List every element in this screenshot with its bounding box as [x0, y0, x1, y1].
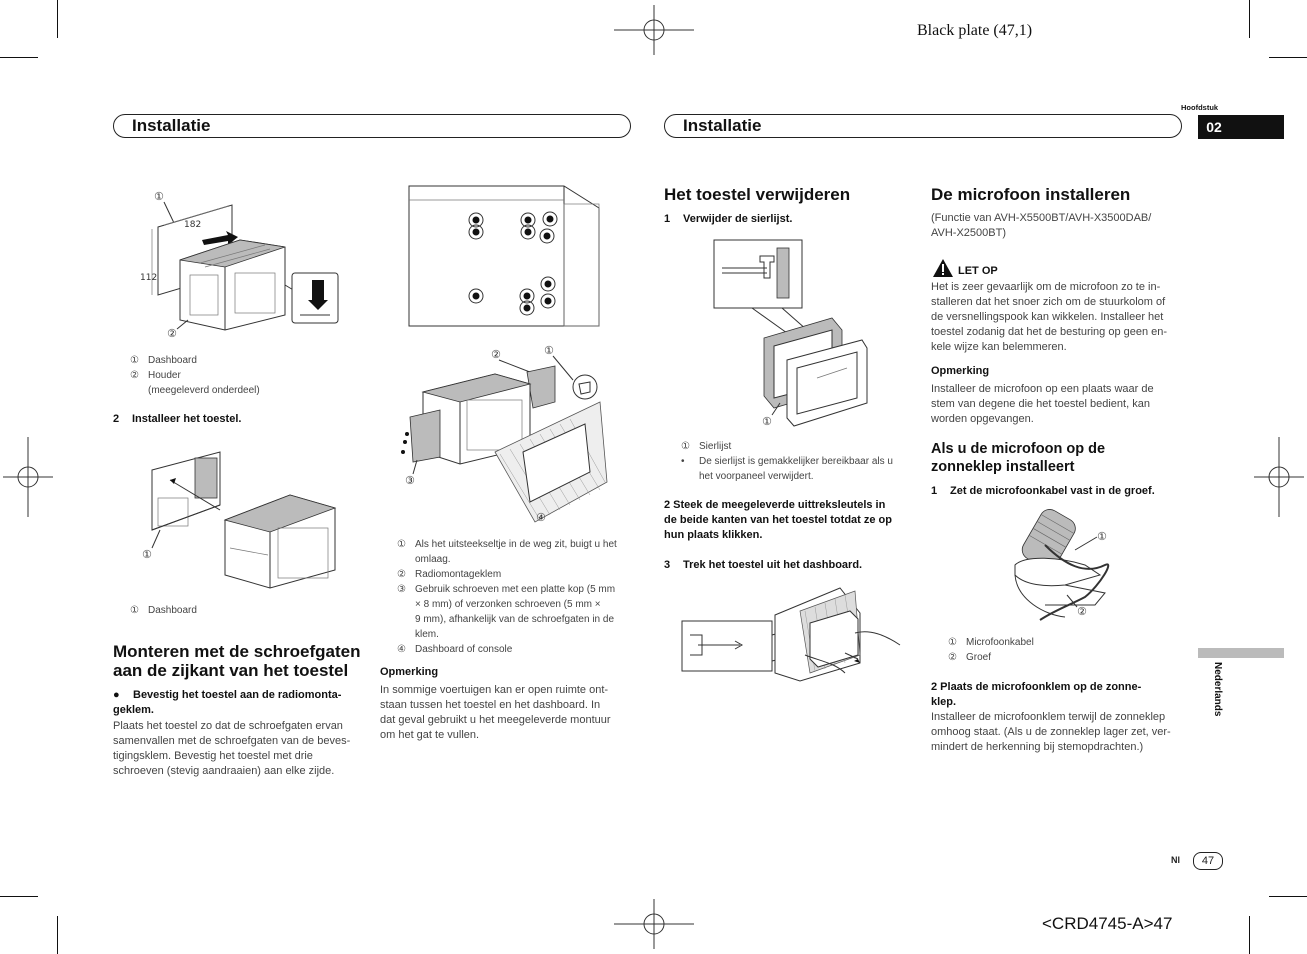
figure-side-screws [395, 342, 615, 527]
fig1-num-top: ① [154, 190, 164, 203]
warning-icon [932, 258, 954, 278]
figure-pull-unit [680, 583, 905, 683]
step-fasten-cable: 1 Zet de microfoonkabel vast in de groef. [931, 485, 1155, 497]
fig4-caption-4: ③ Gebruik schroeven met een platte kop (5 mm [397, 584, 616, 595]
fig1-dim-width: 182 [184, 220, 202, 230]
fig1-dim-height: 112 [140, 273, 158, 283]
right-header: Installatie [664, 114, 1182, 138]
fig4-caption-3: ② Radiomontageklem [397, 569, 502, 580]
fig4-num2: ② [491, 348, 501, 361]
fig7-num1: ① [1097, 530, 1107, 543]
caution-body: Het is zeer gevaarlijk om de microfoon zo te in- stalleren dat het snoer zich om de stuurkolom of de versnellingspook kan wikkelen. Installeer het toestel zodanig dat het de besturing op geen en- kele wijze kan belemmeren. [931, 281, 1168, 353]
right-note-title: Opmerking [931, 365, 990, 377]
step-install-unit: 2 Installeer het toestel. [113, 413, 242, 425]
figure-holder-dashboard [140, 185, 345, 340]
caution-title: LET OP [958, 265, 998, 277]
mic-function-note: (Functie van AVH-X5500BT/AVH-X3500DAB/ AVH-X2500BT) [931, 212, 1152, 239]
section-title-remove-unit: Het toestel verwijderen [664, 185, 851, 204]
section-title-visor: Als u de microfoon op de zonneklep installeert [931, 441, 1106, 475]
chapter-label: Hoofdstuk [1181, 103, 1219, 112]
left-note-title: Opmerking [380, 666, 439, 678]
language-tab-bar [1198, 648, 1284, 658]
fig2-num: ① [142, 548, 152, 561]
fig1-num-bottom: ② [167, 327, 177, 340]
figure-insert-unit [140, 450, 345, 590]
job-code: <CRD4745-A>47 [1042, 914, 1173, 933]
step-place-clip: 2 Plaats de microfoonklem op de zonne- klep. [931, 681, 1142, 708]
left-body-text: Plaats het toestel zo dat de schroefgaten ervan samenvallen met de schroefgaten van de beves- tigingsklem. Bevestig het toestel met drie schroeven (stevig aandraaien) aan elke zijde. [113, 720, 351, 777]
fig7-caption-2: ② Groef [948, 652, 992, 663]
fig7-caption-1: ① Microfoonkabel [948, 637, 1034, 648]
page-lang-code: Nl [1171, 855, 1180, 865]
fig5-caption-2: • De sierlijst is gemakkelijker bereikbaar als u [681, 456, 893, 467]
chapter-tab [1198, 115, 1284, 139]
figure-microphone-clip [1005, 505, 1125, 630]
fig7-num2: ② [1077, 605, 1087, 618]
language-tab: Nederlands [1212, 662, 1223, 717]
figure-trim-ring [712, 238, 877, 430]
fig4-num4: ④ [536, 511, 546, 524]
section-title-side-screws: Monteren met de schroefgaten aan de zijkant van het toestel [113, 642, 361, 680]
fig4-caption-5: × 8 mm) of verzonken schroeven (5 mm × [415, 599, 601, 610]
right-note-body: Installeer de microfoon op een plaats waar de stem van degene die het toestel bedient, kan worden opgevangen. [931, 383, 1154, 425]
fig4-caption-1: ① Als het uitsteekseltje in de weg zit, buigt u het [397, 539, 617, 550]
page-number: 47 [1193, 852, 1223, 870]
fig1-caption-3: (meegeleverd onderdeel) [148, 385, 260, 396]
plate-label: Black plate (47,1) [917, 22, 1033, 39]
left-header: Installatie [113, 114, 631, 138]
fig4-num3: ③ [405, 474, 415, 487]
step-remove-trim: 1 Verwijder de sierlijst. [664, 213, 793, 225]
fig4-caption-7: klem. [415, 629, 439, 640]
fig1-caption-2: ② Houder [130, 370, 181, 381]
fig4-caption-2: omlaag. [415, 554, 451, 565]
fig4-caption-8: ④ Dashboard of console [397, 644, 513, 655]
figure-bracket-holes [409, 186, 609, 331]
fig5-caption-3: het voorpaneel verwijdert. [699, 471, 814, 482]
fig4-caption-6: 9 mm), afhankelijk van de schroefgaten in de [415, 614, 614, 625]
fig5-num: ① [762, 415, 772, 428]
fig5-caption-1: ① Sierlijst [681, 441, 732, 452]
bullet-attach-unit: ● Bevestig het toestel aan de radiomonta- geklem. [113, 689, 342, 716]
step-insert-keys: 2 Steek de meegeleverde uittreksleutels in de beide kanten van het toestel totdat ze op hun plaats klikken. [664, 499, 892, 541]
fig1-caption-1: ① Dashboard [130, 355, 197, 366]
visor-body: Installeer de microfoonklem terwijl de zonneklep omhoog staat. (Als u de zonneklep lager zet, ver- mindert de herkenning bij stemopdrachten.) [931, 711, 1171, 753]
fig2-caption-1: ① Dashboard [130, 605, 197, 616]
section-title-install-mic: De microfoon installeren [931, 185, 1131, 204]
left-note-body: In sommige voertuigen kan er open ruimte ont- staan tussen het toestel en het dashboard. In dat geval gebruikt u het meegeleverde montuur om het gat te vullen. [380, 684, 611, 741]
step-pull-unit: 3 Trek het toestel uit het dashboard. [664, 559, 863, 571]
chapter-number: 02 [1202, 117, 1226, 137]
fig4-num1: ① [544, 344, 554, 357]
